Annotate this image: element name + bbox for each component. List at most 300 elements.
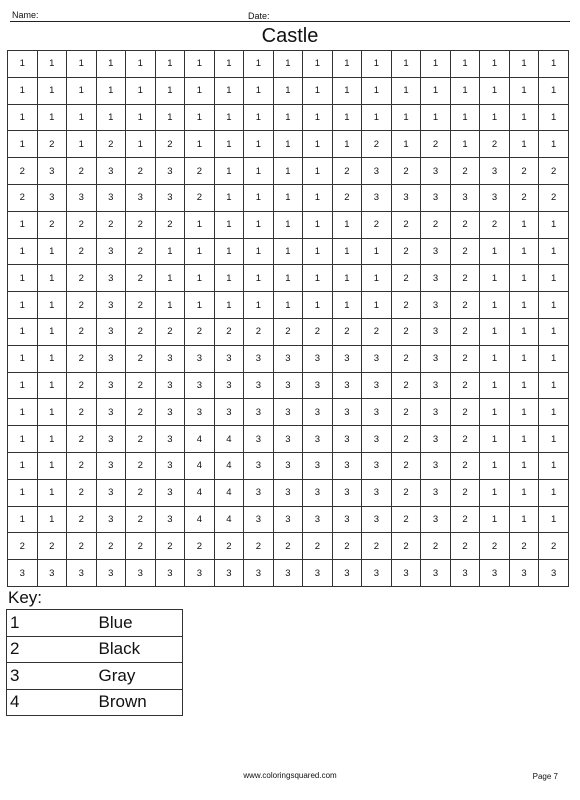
grid-cell[interactable]: 1 — [273, 104, 303, 131]
grid-cell[interactable]: 1 — [8, 452, 38, 479]
grid-cell[interactable]: 1 — [214, 265, 244, 292]
grid-cell[interactable]: 4 — [214, 479, 244, 506]
grid-cell[interactable]: 3 — [67, 560, 97, 587]
grid-cell[interactable]: 2 — [126, 479, 156, 506]
grid-cell[interactable]: 2 — [273, 533, 303, 560]
grid-cell[interactable]: 1 — [8, 131, 38, 158]
grid-cell[interactable]: 1 — [244, 158, 274, 185]
grid-cell[interactable]: 1 — [539, 452, 569, 479]
grid-cell[interactable]: 3 — [303, 452, 333, 479]
grid-cell[interactable]: 3 — [480, 158, 510, 185]
grid-cell[interactable]: 1 — [273, 292, 303, 319]
grid-cell[interactable]: 4 — [214, 452, 244, 479]
grid-cell[interactable]: 1 — [509, 372, 539, 399]
grid-cell[interactable]: 2 — [126, 399, 156, 426]
grid-cell[interactable]: 3 — [96, 399, 126, 426]
grid-cell[interactable]: 1 — [332, 51, 362, 78]
grid-cell[interactable]: 3 — [421, 345, 451, 372]
grid-cell[interactable]: 3 — [96, 318, 126, 345]
grid-cell[interactable]: 3 — [362, 426, 392, 453]
grid-cell[interactable]: 1 — [273, 238, 303, 265]
grid-cell[interactable]: 1 — [8, 265, 38, 292]
grid-cell[interactable]: 1 — [185, 238, 215, 265]
grid-cell[interactable]: 2 — [391, 506, 421, 533]
grid-cell[interactable]: 3 — [362, 399, 392, 426]
grid-cell[interactable]: 1 — [391, 104, 421, 131]
grid-cell[interactable]: 2 — [539, 158, 569, 185]
grid-cell[interactable]: 3 — [8, 560, 38, 587]
grid-cell[interactable]: 3 — [155, 479, 185, 506]
grid-cell[interactable]: 1 — [509, 104, 539, 131]
grid-cell[interactable]: 2 — [450, 479, 480, 506]
grid-cell[interactable]: 4 — [214, 426, 244, 453]
grid-cell[interactable]: 2 — [391, 211, 421, 238]
grid-cell[interactable]: 2 — [480, 533, 510, 560]
grid-cell[interactable]: 2 — [332, 318, 362, 345]
grid-cell[interactable]: 3 — [421, 506, 451, 533]
grid-cell[interactable]: 3 — [362, 479, 392, 506]
grid-cell[interactable]: 1 — [8, 426, 38, 453]
grid-cell[interactable]: 3 — [362, 158, 392, 185]
grid-cell[interactable]: 3 — [244, 426, 274, 453]
grid-cell[interactable]: 2 — [391, 158, 421, 185]
grid-cell[interactable]: 2 — [67, 158, 97, 185]
grid-cell[interactable]: 2 — [391, 426, 421, 453]
grid-cell[interactable]: 2 — [37, 533, 67, 560]
grid-cell[interactable]: 2 — [126, 265, 156, 292]
grid-cell[interactable]: 1 — [37, 506, 67, 533]
grid-cell[interactable]: 2 — [8, 533, 38, 560]
grid-cell[interactable]: 1 — [480, 238, 510, 265]
grid-cell[interactable]: 3 — [480, 560, 510, 587]
grid-cell[interactable]: 3 — [421, 452, 451, 479]
grid-cell[interactable]: 3 — [362, 184, 392, 211]
grid-cell[interactable]: 2 — [96, 131, 126, 158]
grid-cell[interactable]: 1 — [37, 345, 67, 372]
grid-cell[interactable]: 3 — [96, 506, 126, 533]
grid-cell[interactable]: 2 — [480, 211, 510, 238]
grid-cell[interactable]: 3 — [67, 184, 97, 211]
grid-cell[interactable]: 1 — [480, 506, 510, 533]
grid-cell[interactable]: 3 — [332, 372, 362, 399]
grid-cell[interactable]: 1 — [303, 131, 333, 158]
grid-cell[interactable]: 2 — [67, 533, 97, 560]
grid-cell[interactable]: 1 — [539, 479, 569, 506]
grid-cell[interactable]: 1 — [480, 104, 510, 131]
grid-cell[interactable]: 2 — [362, 533, 392, 560]
grid-cell[interactable]: 1 — [539, 211, 569, 238]
grid-cell[interactable]: 1 — [421, 51, 451, 78]
grid-cell[interactable]: 1 — [214, 131, 244, 158]
grid-cell[interactable]: 1 — [509, 131, 539, 158]
grid-cell[interactable]: 2 — [391, 479, 421, 506]
grid-cell[interactable]: 1 — [96, 104, 126, 131]
grid-cell[interactable]: 3 — [450, 184, 480, 211]
grid-cell[interactable]: 1 — [273, 211, 303, 238]
grid-cell[interactable]: 3 — [214, 345, 244, 372]
grid-cell[interactable]: 1 — [391, 131, 421, 158]
grid-cell[interactable]: 3 — [303, 372, 333, 399]
grid-cell[interactable]: 1 — [155, 238, 185, 265]
grid-cell[interactable]: 1 — [214, 184, 244, 211]
grid-cell[interactable]: 1 — [126, 104, 156, 131]
grid-cell[interactable]: 2 — [450, 345, 480, 372]
grid-cell[interactable]: 1 — [509, 77, 539, 104]
grid-cell[interactable]: 1 — [362, 238, 392, 265]
grid-cell[interactable]: 3 — [96, 479, 126, 506]
grid-cell[interactable]: 4 — [185, 452, 215, 479]
grid-cell[interactable]: 3 — [421, 292, 451, 319]
grid-cell[interactable]: 3 — [37, 184, 67, 211]
grid-cell[interactable]: 1 — [67, 104, 97, 131]
grid-cell[interactable]: 2 — [126, 533, 156, 560]
grid-cell[interactable]: 1 — [509, 345, 539, 372]
grid-cell[interactable]: 2 — [96, 533, 126, 560]
grid-cell[interactable]: 3 — [185, 560, 215, 587]
grid-cell[interactable]: 3 — [303, 345, 333, 372]
grid-cell[interactable]: 1 — [480, 345, 510, 372]
grid-cell[interactable]: 3 — [421, 318, 451, 345]
grid-cell[interactable]: 2 — [214, 318, 244, 345]
grid-cell[interactable]: 2 — [539, 533, 569, 560]
grid-cell[interactable]: 1 — [450, 77, 480, 104]
grid-cell[interactable]: 2 — [126, 426, 156, 453]
grid-cell[interactable]: 2 — [450, 506, 480, 533]
grid-cell[interactable]: 3 — [362, 345, 392, 372]
grid-cell[interactable]: 1 — [37, 399, 67, 426]
grid-cell[interactable]: 2 — [67, 238, 97, 265]
grid-cell[interactable]: 1 — [450, 104, 480, 131]
grid-cell[interactable]: 1 — [509, 426, 539, 453]
grid-cell[interactable]: 3 — [303, 560, 333, 587]
grid-cell[interactable]: 1 — [303, 265, 333, 292]
grid-cell[interactable]: 2 — [509, 184, 539, 211]
grid-cell[interactable]: 1 — [8, 77, 38, 104]
grid-cell[interactable]: 3 — [155, 560, 185, 587]
grid-cell[interactable]: 2 — [126, 292, 156, 319]
grid-cell[interactable]: 1 — [303, 104, 333, 131]
grid-cell[interactable]: 1 — [332, 131, 362, 158]
grid-cell[interactable]: 1 — [185, 77, 215, 104]
grid-cell[interactable]: 2 — [450, 399, 480, 426]
grid-cell[interactable]: 3 — [37, 560, 67, 587]
grid-cell[interactable]: 2 — [244, 533, 274, 560]
grid-cell[interactable]: 2 — [37, 131, 67, 158]
grid-cell[interactable]: 2 — [185, 533, 215, 560]
grid-cell[interactable]: 2 — [8, 158, 38, 185]
grid-cell[interactable]: 3 — [155, 184, 185, 211]
grid-cell[interactable]: 1 — [185, 292, 215, 319]
grid-cell[interactable]: 1 — [67, 131, 97, 158]
grid-cell[interactable]: 1 — [480, 77, 510, 104]
grid-cell[interactable]: 1 — [155, 51, 185, 78]
grid-cell[interactable]: 1 — [244, 292, 274, 319]
grid-cell[interactable]: 3 — [244, 372, 274, 399]
grid-cell[interactable]: 2 — [391, 318, 421, 345]
grid-cell[interactable]: 1 — [332, 211, 362, 238]
grid-cell[interactable]: 1 — [509, 318, 539, 345]
grid-cell[interactable]: 1 — [303, 292, 333, 319]
grid-cell[interactable]: 4 — [185, 479, 215, 506]
grid-cell[interactable]: 2 — [37, 211, 67, 238]
grid-cell[interactable]: 1 — [244, 184, 274, 211]
grid-cell[interactable]: 1 — [303, 238, 333, 265]
grid-cell[interactable]: 3 — [332, 479, 362, 506]
grid-cell[interactable]: 2 — [126, 318, 156, 345]
grid-cell[interactable]: 1 — [303, 184, 333, 211]
grid-cell[interactable]: 1 — [362, 51, 392, 78]
grid-cell[interactable]: 1 — [244, 265, 274, 292]
grid-cell[interactable]: 3 — [214, 560, 244, 587]
grid-cell[interactable]: 3 — [155, 452, 185, 479]
grid-cell[interactable]: 1 — [214, 292, 244, 319]
grid-cell[interactable]: 1 — [480, 265, 510, 292]
grid-cell[interactable]: 3 — [96, 452, 126, 479]
grid-cell[interactable]: 2 — [391, 452, 421, 479]
grid-cell[interactable]: 2 — [362, 211, 392, 238]
grid-cell[interactable]: 2 — [244, 318, 274, 345]
grid-cell[interactable]: 3 — [332, 506, 362, 533]
grid-cell[interactable]: 3 — [96, 372, 126, 399]
grid-cell[interactable]: 2 — [450, 452, 480, 479]
grid-cell[interactable]: 1 — [8, 238, 38, 265]
grid-cell[interactable]: 1 — [450, 51, 480, 78]
grid-cell[interactable]: 1 — [480, 479, 510, 506]
grid-cell[interactable]: 1 — [509, 479, 539, 506]
grid-cell[interactable]: 2 — [273, 318, 303, 345]
grid-cell[interactable]: 3 — [214, 372, 244, 399]
grid-cell[interactable]: 3 — [126, 184, 156, 211]
grid-cell[interactable]: 1 — [480, 318, 510, 345]
grid-cell[interactable]: 1 — [244, 211, 274, 238]
grid-cell[interactable]: 3 — [244, 399, 274, 426]
grid-cell[interactable]: 2 — [126, 506, 156, 533]
grid-cell[interactable]: 1 — [37, 372, 67, 399]
grid-cell[interactable]: 3 — [421, 426, 451, 453]
grid-cell[interactable]: 1 — [126, 131, 156, 158]
grid-cell[interactable]: 3 — [273, 560, 303, 587]
grid-cell[interactable]: 1 — [8, 372, 38, 399]
grid-cell[interactable]: 1 — [155, 292, 185, 319]
grid-cell[interactable]: 1 — [155, 77, 185, 104]
grid-cell[interactable]: 2 — [303, 318, 333, 345]
grid-cell[interactable]: 1 — [332, 104, 362, 131]
grid-cell[interactable]: 1 — [8, 104, 38, 131]
grid-cell[interactable]: 2 — [539, 184, 569, 211]
grid-cell[interactable]: 3 — [509, 560, 539, 587]
grid-cell[interactable]: 2 — [332, 533, 362, 560]
grid-cell[interactable]: 2 — [450, 318, 480, 345]
grid-cell[interactable]: 1 — [509, 506, 539, 533]
grid-cell[interactable]: 1 — [362, 104, 392, 131]
grid-cell[interactable]: 3 — [273, 479, 303, 506]
grid-cell[interactable]: 2 — [391, 372, 421, 399]
grid-cell[interactable]: 1 — [244, 104, 274, 131]
grid-cell[interactable]: 1 — [450, 131, 480, 158]
grid-cell[interactable]: 2 — [421, 533, 451, 560]
grid-cell[interactable]: 2 — [185, 158, 215, 185]
grid-cell[interactable]: 2 — [332, 184, 362, 211]
grid-cell[interactable]: 3 — [362, 560, 392, 587]
grid-cell[interactable]: 2 — [480, 131, 510, 158]
grid-cell[interactable]: 3 — [303, 426, 333, 453]
grid-cell[interactable]: 1 — [37, 452, 67, 479]
grid-cell[interactable]: 1 — [244, 131, 274, 158]
grid-cell[interactable]: 1 — [273, 77, 303, 104]
grid-cell[interactable]: 2 — [67, 506, 97, 533]
grid-cell[interactable]: 2 — [67, 399, 97, 426]
grid-cell[interactable]: 2 — [126, 211, 156, 238]
grid-cell[interactable]: 3 — [185, 372, 215, 399]
grid-cell[interactable]: 1 — [539, 399, 569, 426]
grid-cell[interactable]: 2 — [450, 426, 480, 453]
grid-cell[interactable]: 1 — [37, 479, 67, 506]
grid-cell[interactable]: 3 — [421, 479, 451, 506]
grid-cell[interactable]: 1 — [273, 158, 303, 185]
grid-cell[interactable]: 1 — [8, 292, 38, 319]
grid-cell[interactable]: 3 — [96, 292, 126, 319]
grid-cell[interactable]: 3 — [96, 426, 126, 453]
grid-cell[interactable]: 4 — [185, 426, 215, 453]
grid-cell[interactable]: 1 — [273, 51, 303, 78]
grid-cell[interactable]: 1 — [214, 158, 244, 185]
grid-cell[interactable]: 3 — [421, 399, 451, 426]
grid-cell[interactable]: 1 — [509, 211, 539, 238]
grid-cell[interactable]: 1 — [8, 506, 38, 533]
grid-cell[interactable]: 1 — [303, 51, 333, 78]
grid-cell[interactable]: 3 — [273, 506, 303, 533]
grid-cell[interactable]: 1 — [480, 372, 510, 399]
grid-cell[interactable]: 1 — [96, 77, 126, 104]
grid-cell[interactable]: 3 — [244, 506, 274, 533]
grid-cell[interactable]: 3 — [332, 452, 362, 479]
grid-cell[interactable]: 3 — [37, 158, 67, 185]
grid-cell[interactable]: 3 — [96, 560, 126, 587]
grid-cell[interactable]: 1 — [8, 399, 38, 426]
grid-cell[interactable]: 3 — [244, 560, 274, 587]
grid-cell[interactable]: 1 — [8, 479, 38, 506]
grid-cell[interactable]: 3 — [421, 265, 451, 292]
grid-cell[interactable]: 3 — [155, 372, 185, 399]
grid-cell[interactable]: 3 — [480, 184, 510, 211]
grid-cell[interactable]: 2 — [450, 292, 480, 319]
grid-cell[interactable]: 3 — [332, 426, 362, 453]
grid-cell[interactable]: 1 — [155, 265, 185, 292]
grid-cell[interactable]: 3 — [421, 560, 451, 587]
grid-cell[interactable]: 2 — [509, 158, 539, 185]
grid-cell[interactable]: 2 — [67, 426, 97, 453]
grid-cell[interactable]: 2 — [391, 265, 421, 292]
grid-cell[interactable]: 2 — [126, 238, 156, 265]
grid-cell[interactable]: 3 — [391, 560, 421, 587]
grid-cell[interactable]: 2 — [8, 184, 38, 211]
grid-cell[interactable]: 1 — [362, 292, 392, 319]
grid-cell[interactable]: 1 — [539, 51, 569, 78]
grid-cell[interactable]: 3 — [96, 345, 126, 372]
grid-cell[interactable]: 2 — [421, 131, 451, 158]
grid-cell[interactable]: 1 — [244, 51, 274, 78]
grid-cell[interactable]: 2 — [155, 131, 185, 158]
grid-cell[interactable]: 2 — [67, 452, 97, 479]
grid-cell[interactable]: 1 — [8, 318, 38, 345]
grid-cell[interactable]: 2 — [126, 372, 156, 399]
grid-cell[interactable]: 1 — [332, 238, 362, 265]
grid-cell[interactable]: 2 — [421, 211, 451, 238]
grid-cell[interactable]: 2 — [450, 265, 480, 292]
grid-cell[interactable]: 1 — [332, 265, 362, 292]
grid-cell[interactable]: 2 — [450, 158, 480, 185]
grid-cell[interactable]: 1 — [96, 51, 126, 78]
grid-cell[interactable]: 2 — [126, 345, 156, 372]
grid-cell[interactable]: 1 — [185, 104, 215, 131]
grid-cell[interactable]: 2 — [214, 533, 244, 560]
grid-cell[interactable]: 3 — [155, 426, 185, 453]
grid-cell[interactable]: 1 — [480, 399, 510, 426]
grid-cell[interactable]: 2 — [155, 211, 185, 238]
grid-cell[interactable]: 1 — [539, 77, 569, 104]
grid-cell[interactable]: 1 — [509, 265, 539, 292]
grid-cell[interactable]: 1 — [273, 265, 303, 292]
grid-cell[interactable]: 1 — [362, 265, 392, 292]
grid-cell[interactable]: 1 — [126, 77, 156, 104]
grid-cell[interactable]: 1 — [539, 426, 569, 453]
grid-cell[interactable]: 3 — [332, 560, 362, 587]
grid-cell[interactable]: 3 — [303, 479, 333, 506]
grid-cell[interactable]: 1 — [214, 238, 244, 265]
grid-cell[interactable]: 2 — [450, 533, 480, 560]
grid-cell[interactable]: 3 — [96, 184, 126, 211]
grid-cell[interactable]: 3 — [421, 184, 451, 211]
grid-cell[interactable]: 3 — [421, 158, 451, 185]
grid-cell[interactable]: 2 — [67, 372, 97, 399]
grid-cell[interactable]: 1 — [509, 452, 539, 479]
grid-cell[interactable]: 1 — [303, 211, 333, 238]
grid-cell[interactable]: 1 — [421, 77, 451, 104]
grid-cell[interactable]: 1 — [244, 238, 274, 265]
grid-cell[interactable]: 1 — [126, 51, 156, 78]
grid-cell[interactable]: 3 — [273, 345, 303, 372]
grid-cell[interactable]: 3 — [244, 345, 274, 372]
grid-cell[interactable]: 1 — [185, 131, 215, 158]
grid-cell[interactable]: 1 — [37, 238, 67, 265]
grid-cell[interactable]: 4 — [214, 506, 244, 533]
grid-cell[interactable]: 2 — [391, 345, 421, 372]
grid-cell[interactable]: 2 — [362, 318, 392, 345]
grid-cell[interactable]: 3 — [155, 506, 185, 533]
grid-cell[interactable]: 1 — [480, 452, 510, 479]
grid-cell[interactable]: 1 — [480, 426, 510, 453]
grid-cell[interactable]: 3 — [273, 426, 303, 453]
grid-cell[interactable]: 2 — [67, 211, 97, 238]
grid-cell[interactable]: 1 — [185, 211, 215, 238]
grid-cell[interactable]: 1 — [37, 318, 67, 345]
grid-cell[interactable]: 3 — [539, 560, 569, 587]
grid-cell[interactable]: 1 — [332, 77, 362, 104]
grid-cell[interactable]: 1 — [8, 211, 38, 238]
grid-cell[interactable]: 2 — [450, 238, 480, 265]
grid-cell[interactable]: 1 — [244, 77, 274, 104]
grid-cell[interactable]: 2 — [509, 533, 539, 560]
grid-cell[interactable]: 2 — [391, 238, 421, 265]
grid-cell[interactable]: 1 — [509, 238, 539, 265]
grid-cell[interactable]: 2 — [332, 158, 362, 185]
grid-cell[interactable]: 2 — [362, 131, 392, 158]
grid-cell[interactable]: 2 — [67, 479, 97, 506]
grid-cell[interactable]: 1 — [539, 131, 569, 158]
grid-cell[interactable]: 1 — [509, 292, 539, 319]
grid-cell[interactable]: 3 — [421, 372, 451, 399]
grid-cell[interactable]: 3 — [273, 399, 303, 426]
